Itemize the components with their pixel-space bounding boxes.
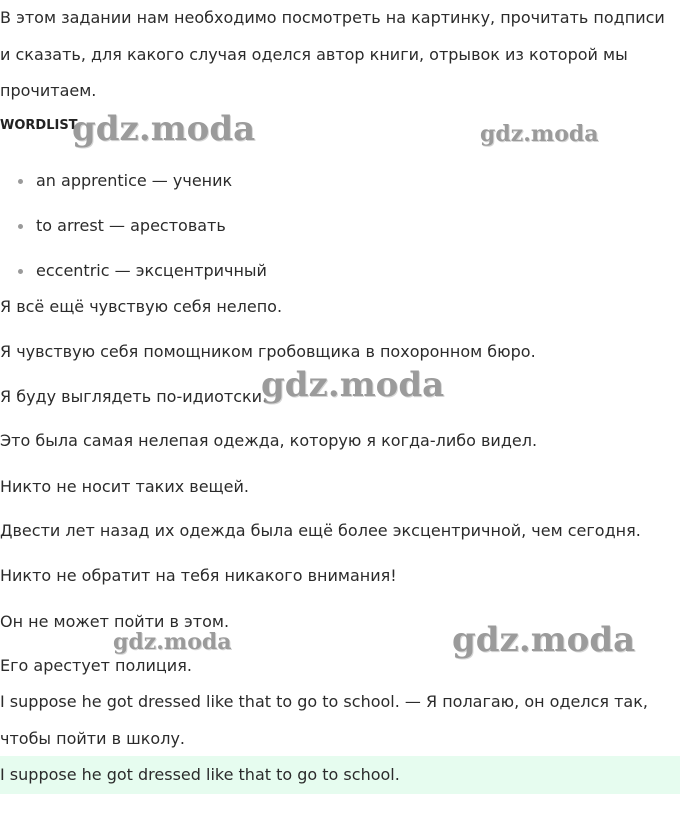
translation-line: Я чувствую себя помощником гробовщика в похоронном бюро. — [0, 342, 536, 361]
wordlist-item-text: an apprentice — ученик — [36, 171, 233, 190]
bullet-dot-icon — [18, 224, 23, 229]
translation-line: Я буду выглядеть по-идиотски. — [0, 387, 268, 406]
answer-text: I suppose he got dressed like that to go to school. — [0, 765, 400, 784]
wordlist-item-text: eccentric — эксцентричный — [36, 261, 267, 280]
conclusion-line-2: чтобы пойти в школу. — [0, 729, 185, 748]
wordlist-heading: WORDLIST — [0, 118, 78, 133]
answer-box — [0, 756, 680, 794]
bullet-dot-icon — [18, 179, 23, 184]
translation-line: Я всё ещё чувствую себя нелепо. — [0, 297, 283, 316]
watermark-logo: gdz.moda — [261, 365, 445, 405]
intro-line-3: прочитаем. — [0, 81, 97, 100]
translation-line: Он не может пойти в этом. — [0, 612, 230, 631]
conclusion-line-1: I suppose he got dressed like that to go to school. — Я полагаю, он оделся так, — [0, 692, 648, 711]
translation-line: Никто не носит таких вещей. — [0, 477, 249, 496]
watermark-logo: gdz.moda — [480, 121, 599, 147]
watermark-logo: gdz.moda — [72, 109, 256, 149]
translation-line: Это была самая нелепая одежда, которую я когда-либо видел. — [0, 431, 538, 450]
intro-line-1: В этом задании нам необходимо посмотреть на картинку, прочитать подписи — [0, 8, 665, 27]
watermark-logo: gdz.moda — [452, 620, 636, 660]
bullet-dot-icon — [18, 269, 23, 274]
intro-line-2: и сказать, для какого случая оделся автор книги, отрывок из которой мы — [0, 45, 628, 64]
translation-line: Двести лет назад их одежда была ещё более эксцентричной, чем сегодня. — [0, 521, 641, 540]
wordlist-item-text: to arrest — арестовать — [36, 216, 226, 235]
translation-line: Никто не обратит на тебя никакого внимания! — [0, 566, 397, 585]
watermark-logo: gdz.moda — [113, 629, 232, 655]
translation-line: Его арестует полиция. — [0, 656, 192, 675]
